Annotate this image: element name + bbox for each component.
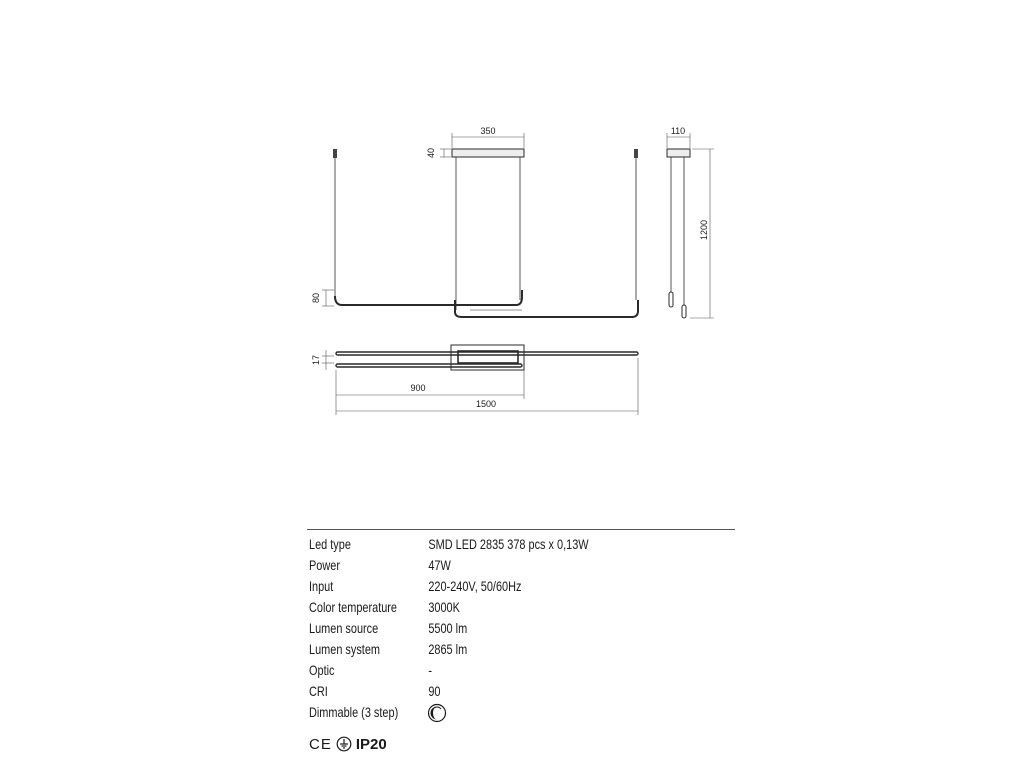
dim-canopy-width: 350: [480, 126, 496, 136]
spec-label: CRI: [309, 683, 328, 699]
lower-bar: [455, 300, 638, 317]
spec-value: 5500 lm: [428, 620, 468, 636]
certifications: [309, 734, 387, 754]
dim-offset-length: 900: [410, 383, 426, 393]
spec-value: 90: [428, 683, 441, 699]
canopy-side: [667, 149, 690, 157]
dim-depth: 110: [670, 126, 686, 136]
spec-label: Lumen system: [309, 641, 381, 657]
dim-bar-height: 80: [311, 292, 321, 304]
upper-bar: [335, 290, 522, 305]
spec-value: 2865 lm: [428, 641, 468, 657]
protective-earth-icon: [336, 736, 352, 752]
spec-label: Led type: [309, 536, 351, 552]
spec-label: Color temperature: [309, 599, 398, 615]
canopy-top: [451, 345, 524, 370]
spec-label: Input: [309, 578, 334, 594]
spec-label: Optic: [309, 662, 335, 678]
canopy-front: [452, 149, 524, 157]
spec-value: 47W: [428, 557, 451, 573]
spec-value: 220-240V, 50/60Hz: [428, 578, 522, 594]
spec-divider: [307, 529, 735, 530]
spec-value: SMD LED 2835 378 pcs x 0,13W: [428, 536, 589, 552]
dim-canopy-height: 40: [426, 147, 436, 159]
spec-value: -: [428, 662, 432, 678]
spec-label: Dimmable (3 step): [309, 704, 399, 720]
dim-suspension-height: 1200: [699, 219, 709, 241]
dim-total-length: 1500: [475, 399, 497, 409]
bar-top-view: [336, 352, 638, 355]
ip-rating: IP20: [355, 735, 387, 753]
dimmer-icon: [427, 703, 447, 723]
dim-profile: 17: [311, 354, 321, 366]
spec-label: Power: [309, 557, 340, 573]
ce-mark: CE: [309, 735, 332, 753]
spec-value: 3000K: [428, 599, 460, 615]
spec-label: Lumen source: [309, 620, 379, 636]
